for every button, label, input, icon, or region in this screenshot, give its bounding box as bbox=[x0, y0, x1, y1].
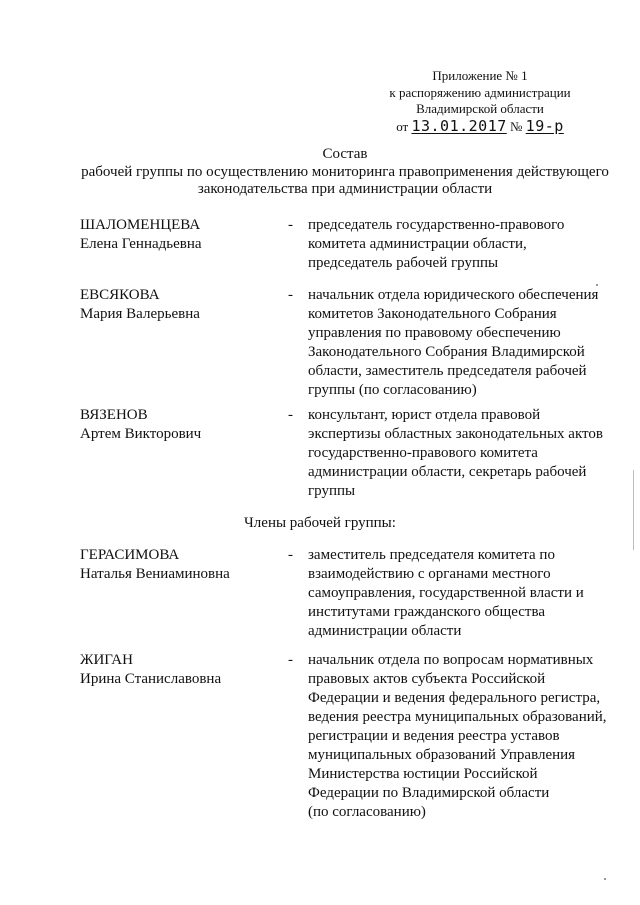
member-name bbox=[80, 286, 200, 324]
member-name bbox=[80, 651, 221, 689]
member-given-name: Ирина Станиславовна bbox=[80, 671, 222, 687]
date-prefix: от bbox=[396, 118, 409, 134]
title-line-2: рабочей группы по осуществлению мониторинга правоприменения действующего bbox=[81, 163, 609, 180]
role-line: Федерации и ведения федерального регистра, bbox=[308, 690, 601, 706]
member-given-name: Наталья Вениаминовна bbox=[80, 566, 230, 582]
appendix-date-line bbox=[380, 118, 580, 136]
member-name bbox=[80, 546, 230, 584]
members-heading: Члены рабочей группы: bbox=[244, 515, 396, 531]
member-role bbox=[308, 651, 607, 822]
role-line: Федерации по Владимирской области bbox=[308, 785, 550, 801]
member-surname: ЕВСЯКОВА bbox=[80, 287, 160, 303]
member-surname: ГЕРАСИМОВА bbox=[80, 547, 180, 563]
member-name bbox=[80, 216, 202, 254]
member-role bbox=[308, 406, 603, 501]
role-line: председатель государственно-правового bbox=[308, 217, 565, 233]
role-line: муниципальных образований Управления bbox=[308, 747, 576, 763]
role-line: начальник отдела юридического обеспечения bbox=[308, 287, 599, 303]
appendix-header bbox=[380, 68, 580, 135]
role-line: взаимодействию с органами местного bbox=[308, 566, 551, 582]
role-line: управления по правовому обеспечению bbox=[308, 325, 561, 341]
role-line: государственно-правового комитета bbox=[308, 445, 538, 461]
role-line: комитетов Законодательного Собрания bbox=[308, 306, 557, 322]
handwritten-date: 13.01.2017 bbox=[411, 116, 507, 135]
member-surname: ШАЛОМЕНЦЕВА bbox=[80, 217, 201, 233]
role-line: области, заместитель председателя рабочей bbox=[308, 363, 587, 379]
role-line: Министерства юстиции Российской bbox=[308, 766, 538, 782]
appendix-number: Приложение № 1 bbox=[432, 68, 528, 83]
member-role bbox=[308, 546, 584, 641]
role-line: группы bbox=[308, 483, 356, 499]
role-line: администрации области, секретарь рабочей bbox=[308, 464, 587, 480]
member-given-name: Елена Геннадьевна bbox=[80, 236, 202, 252]
separator-dash: - bbox=[288, 407, 293, 423]
role-line: председатель рабочей группы bbox=[308, 255, 499, 271]
scan-speck bbox=[596, 284, 598, 286]
role-line: экспертизы областных законодательных актов bbox=[308, 426, 603, 442]
role-line: правовых актов субъекта Российской bbox=[308, 671, 546, 687]
handwritten-number: 19-р bbox=[525, 116, 564, 135]
document-title bbox=[60, 146, 630, 199]
member-surname: ВЯЗЕНОВ bbox=[80, 407, 148, 423]
separator-dash: - bbox=[288, 547, 293, 563]
scan-speck bbox=[604, 878, 606, 880]
separator-dash: - bbox=[288, 217, 293, 233]
member-given-name: Артем Викторович bbox=[80, 426, 202, 442]
member-given-name: Мария Валерьевна bbox=[80, 306, 200, 322]
role-line: ведения реестра муниципальных образований, bbox=[308, 709, 607, 725]
role-line: начальник отдела по вопросам нормативных bbox=[308, 652, 594, 668]
title-line-1: Состав bbox=[322, 146, 368, 162]
number-sign: № bbox=[510, 118, 523, 134]
member-role bbox=[308, 216, 564, 273]
separator-dash: - bbox=[288, 652, 293, 668]
role-line: Законодательного Собрания Владимирской bbox=[308, 344, 585, 360]
scan-edge-line bbox=[633, 470, 634, 550]
member-role bbox=[308, 286, 598, 400]
role-line: комитета администрации области, bbox=[308, 236, 527, 252]
title-line-3: законодательства при администрации области bbox=[197, 181, 493, 197]
role-line: регистрации и ведения реестра уставов bbox=[308, 728, 560, 744]
role-line: (по согласованию) bbox=[308, 804, 426, 820]
role-line: институтами гражданского общества bbox=[308, 604, 545, 620]
role-line: консультант, юрист отдела правовой bbox=[308, 407, 541, 423]
role-line: администрации области bbox=[308, 623, 462, 639]
role-line: самоуправления, государственной власти и bbox=[308, 585, 584, 601]
role-line: группы (по согласованию) bbox=[308, 382, 477, 398]
appendix-region: Владимирской области bbox=[416, 101, 544, 116]
member-name bbox=[80, 406, 201, 444]
appendix-order-ref: к распоряжению администрации bbox=[389, 84, 571, 100]
role-line: заместитель председателя комитета по bbox=[308, 547, 555, 563]
separator-dash: - bbox=[288, 287, 293, 303]
member-surname: ЖИГАН bbox=[80, 652, 133, 668]
